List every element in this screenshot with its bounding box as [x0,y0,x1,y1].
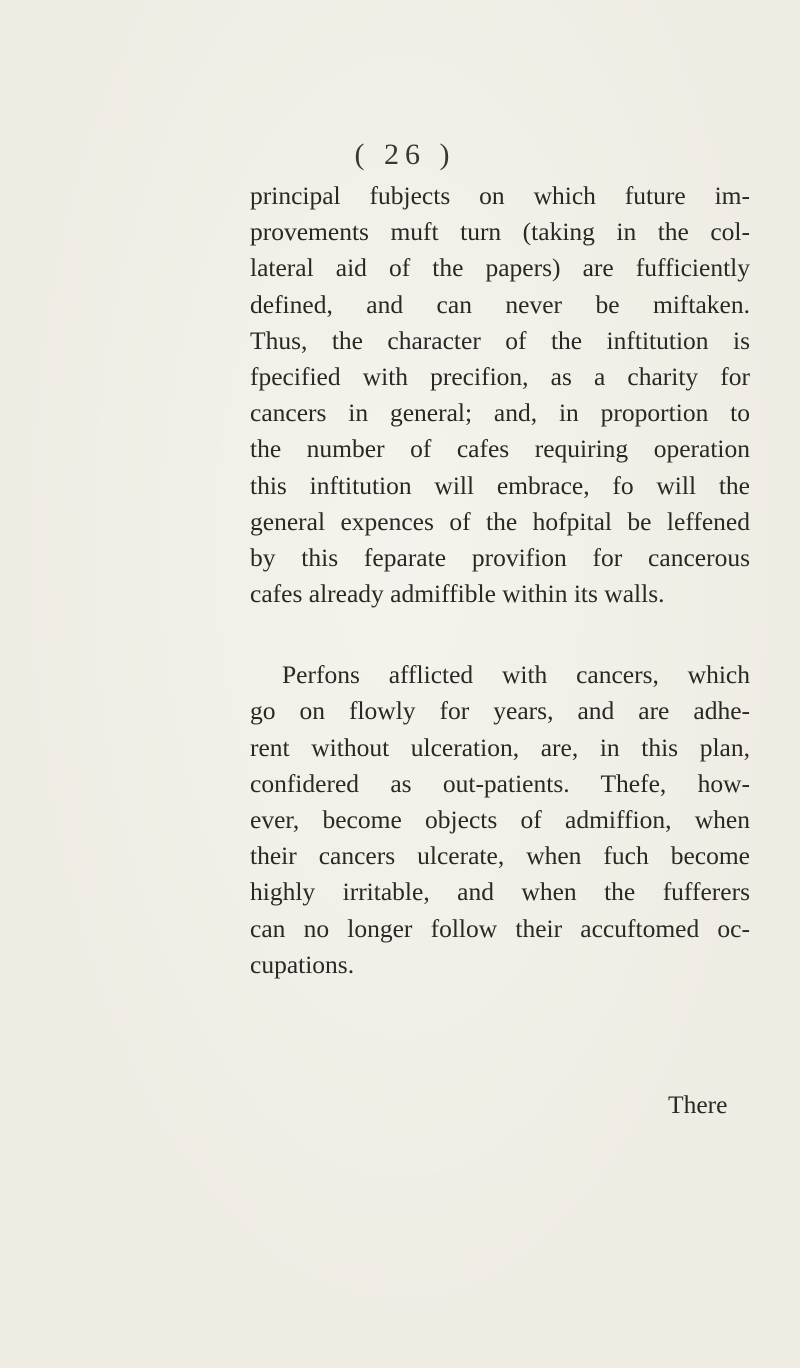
text-line: by this feparate provifion for cancerous [250,542,750,572]
text-line: cupations. [250,949,355,979]
text-line: ever, become objects of admiffion, when [250,805,750,834]
text-line: highly irritable, and when the fufferers [250,877,750,907]
text-line: defined, and can never be miftaken. [250,289,750,319]
catchword: There [668,1090,728,1119]
page-number: ( 26 ) [354,138,456,171]
paragraph-1 [250,178,750,612]
text-line: fpecified with precifion, as a charity for [250,361,750,391]
text-line: lateral aid of the papers) are fufficiently [250,253,750,283]
text-line: general expences of the hofpital be leffened [250,506,750,536]
text-line: this inftitution will embrace, fo will the [250,470,750,500]
text-line: cancers in general; and, in proportion to [250,398,750,428]
text-line: provements muft turn (taking in the col- [250,217,750,247]
text-line: go on flowly for years, and are adhe- [250,696,750,726]
paragraph-2 [250,657,750,983]
paragraph-gap [250,612,750,657]
text-line: their cancers ulcerate, when fuch become [250,841,750,871]
text-line: cafes already admiffible within its walls. [250,579,665,609]
text-line: principal fubjects on which future im- [250,181,750,210]
text-line: rent without ulceration, are, in this plan, [250,732,750,762]
body-text [250,178,750,983]
text-line: can no longer follow their accuftomed oc- [250,913,750,943]
text-line: the number of cafes requiring operation [250,434,750,464]
text-line: Thus, the character of the inftitution is [250,325,750,355]
text-line: confidered as out-patients. Thefe, how- [250,768,750,798]
text-line: Perfons afflicted with cancers, which [282,660,750,690]
